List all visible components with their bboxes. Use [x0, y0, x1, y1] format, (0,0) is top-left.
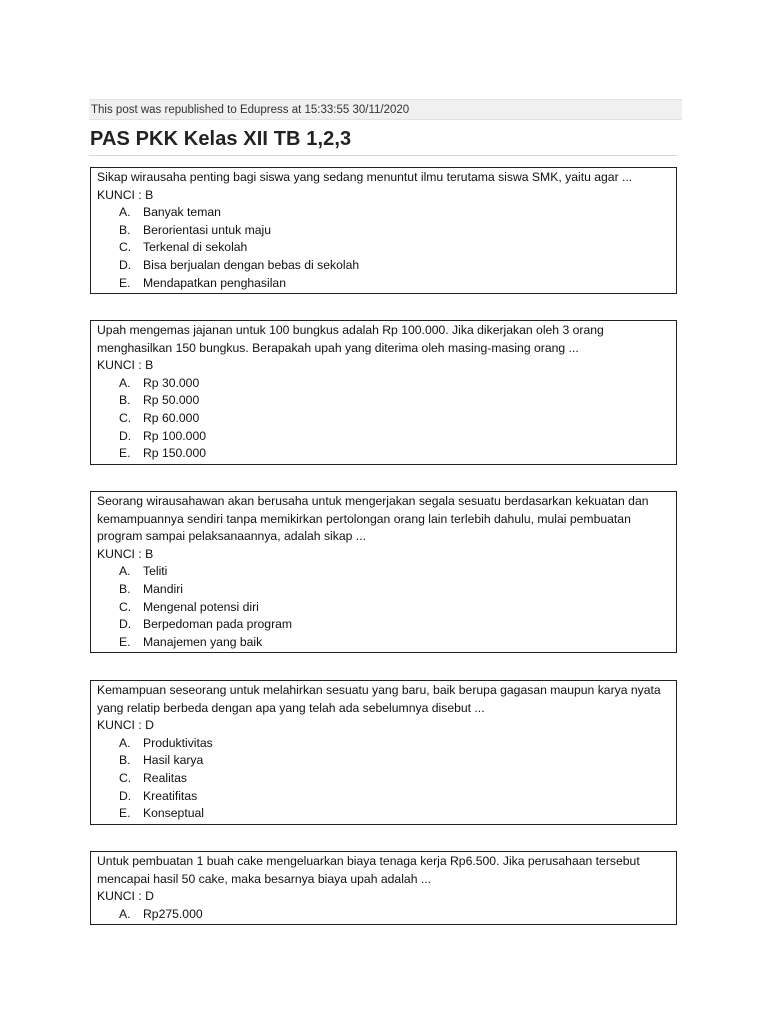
option-letter: E.	[119, 634, 131, 649]
option-letter: C.	[119, 240, 132, 255]
option-item	[97, 563, 670, 581]
question-text: Seorang wirausahawan akan berusaha untuk mengerjakan segala sesuatu berdasarkan kekuatan dan kemampuannya sendiri tanpa memikirkan pertolongan orang lain terlebih dahulu, mulai pembuatan program sampai pelaksanaannya, adalah sikap ...	[97, 494, 649, 544]
option-item	[97, 410, 670, 428]
option-letter: D.	[119, 788, 132, 803]
option-text: Rp 150.000	[143, 446, 207, 461]
option-item	[97, 788, 670, 806]
answer-key: KUNCI : B	[97, 358, 154, 373]
option-item	[97, 445, 670, 463]
option-text: Rp 100.000	[143, 428, 207, 443]
option-text: Mendapatkan penghasilan	[143, 275, 286, 290]
option-item	[97, 392, 670, 410]
option-letter: E.	[119, 275, 131, 290]
option-letter: B.	[119, 222, 131, 237]
option-item	[97, 428, 670, 446]
option-text: Hasil karya	[143, 753, 204, 768]
option-list	[97, 204, 670, 292]
option-text: Mengenal potensi diri	[143, 599, 259, 614]
option-item	[97, 222, 670, 240]
option-item	[97, 257, 670, 275]
option-item	[97, 599, 670, 617]
question-text: Upah mengemas jajanan untuk 100 bungkus adalah Rp 100.000. Jika dikerjakan oleh 3 orang menghasilkan 150 bungkus. Berapakah upah yang diterima oleh masing-masing orang ...	[97, 323, 604, 355]
option-letter: D.	[119, 257, 132, 272]
question-box	[90, 320, 677, 465]
option-letter: A.	[119, 906, 131, 921]
option-text: Rp275.000	[143, 906, 203, 921]
option-letter: A.	[119, 375, 131, 390]
option-letter: C.	[119, 599, 132, 614]
option-letter: E.	[119, 806, 131, 821]
option-text: Kreatifitas	[143, 788, 198, 803]
option-list	[97, 906, 670, 924]
option-text: Konseptual	[143, 806, 204, 821]
option-text: Rp 60.000	[143, 410, 200, 425]
republished-banner: This post was republished to Edupress at 15:33:55 30/11/2020	[89, 99, 682, 120]
option-letter: B.	[119, 393, 131, 408]
option-letter: A.	[119, 564, 131, 579]
title-divider	[89, 155, 678, 156]
option-text: Mandiri	[143, 581, 183, 596]
answer-key: KUNCI : B	[97, 187, 154, 202]
option-letter: A.	[119, 205, 131, 220]
option-item	[97, 735, 670, 753]
option-text: Rp 50.000	[143, 393, 200, 408]
option-text: Berorientasi untuk maju	[143, 222, 272, 237]
option-letter: E.	[119, 446, 131, 461]
option-item	[97, 204, 670, 222]
option-text: Berpedoman pada program	[143, 617, 293, 632]
question-box	[90, 851, 677, 925]
option-text: Terkenal di sekolah	[143, 240, 248, 255]
question-text: Untuk pembuatan 1 buah cake mengeluarkan biaya tenaga kerja Rp6.500. Jika perusahaan tersebut mencapai hasil 50 cake, maka besarnya biaya upah adalah ...	[97, 854, 640, 886]
option-item	[97, 805, 670, 823]
option-item	[97, 581, 670, 599]
option-text: Teliti	[143, 564, 168, 579]
question-text: Kemampuan seseorang untuk melahirkan sesuatu yang baru, baik berupa gagasan maupun karya nyata yang relatip berbeda dengan apa yang telah ada sebelumnya disebut ...	[97, 683, 661, 715]
option-text: Realitas	[143, 770, 188, 785]
option-list	[97, 563, 670, 651]
option-item	[97, 375, 670, 393]
option-letter: D.	[119, 428, 132, 443]
option-letter: C.	[119, 410, 132, 425]
option-letter: D.	[119, 617, 132, 632]
question-text: Sikap wirausaha penting bagi siswa yang sedang menuntut ilmu terutama siswa SMK, yaitu agar ...	[97, 170, 633, 184]
option-text: Manajemen yang baik	[143, 634, 263, 649]
option-letter: C.	[119, 770, 132, 785]
answer-key: KUNCI : D	[97, 718, 154, 733]
option-text: Bisa berjualan dengan bebas di sekolah	[143, 257, 360, 272]
option-item	[97, 239, 670, 257]
option-letter: B.	[119, 581, 131, 596]
option-text: Rp 30.000	[143, 375, 200, 390]
question-box	[90, 167, 677, 294]
question-box	[90, 680, 677, 825]
option-item	[97, 616, 670, 634]
page-title: PAS PKK Kelas XII TB 1,2,3	[90, 128, 352, 150]
option-item	[97, 770, 670, 788]
answer-key: KUNCI : B	[97, 546, 154, 561]
option-text: Banyak teman	[143, 205, 221, 220]
option-letter: B.	[119, 753, 131, 768]
option-list	[97, 735, 670, 823]
option-text: Produktivitas	[143, 735, 213, 750]
option-list	[97, 375, 670, 463]
option-item	[97, 634, 670, 652]
option-item	[97, 752, 670, 770]
option-item	[97, 275, 670, 293]
option-letter: A.	[119, 735, 131, 750]
answer-key: KUNCI : D	[97, 889, 154, 904]
question-box	[90, 491, 677, 653]
option-item	[97, 906, 670, 924]
